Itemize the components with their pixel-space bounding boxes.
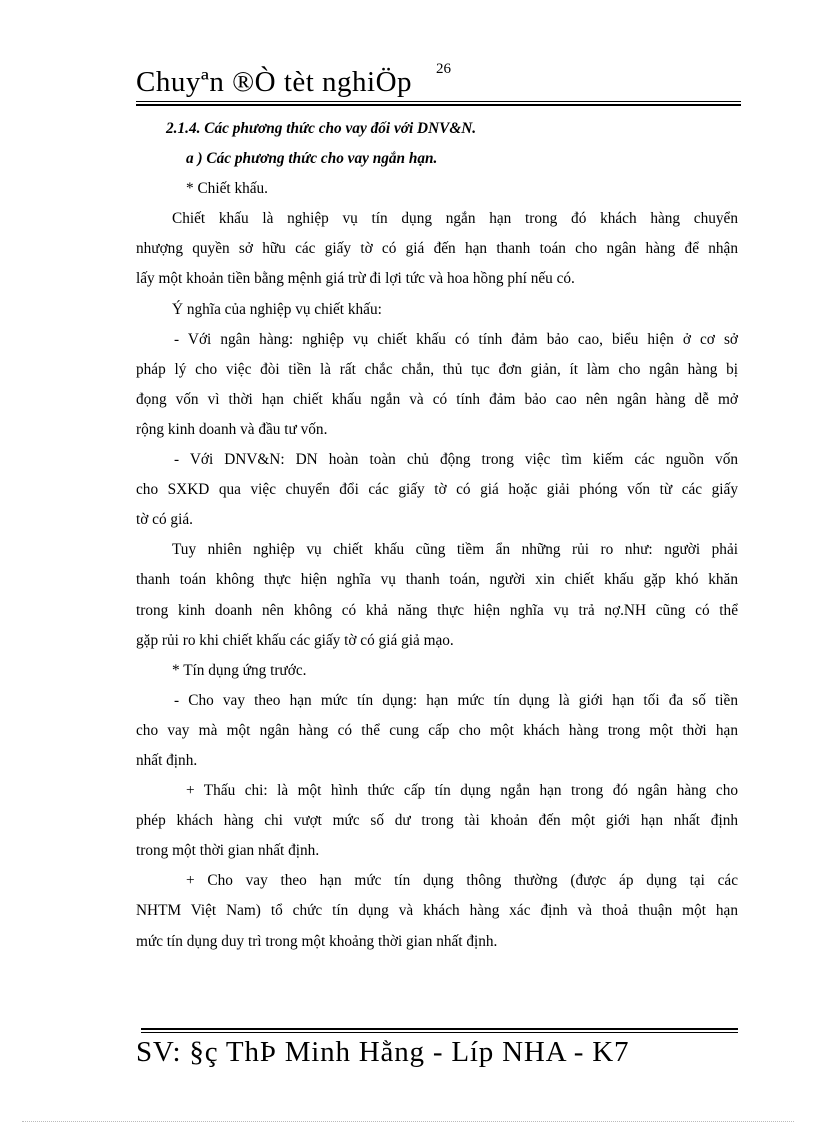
header-rule-bottom [136,104,741,106]
paragraph-line: lấy một khoản tiền bằng mệnh giá trừ đi lợi tức và hoa hồng phí nếu có. [136,270,575,288]
header-title: Chuyªn ®Ò tèt nghiÖp [136,66,413,98]
paragraph-line: đọng vốn vì thời hạn chiết khấu ngắn và có tính đảm bảo cao nên ngân hàng dễ mở [136,390,738,408]
paragraph-line: trong kinh doanh nên không có khả năng thực hiện nghĩa vụ trả nợ.NH cũng có thể [136,601,738,619]
paragraph-line: gặp rủi ro khi chiết khấu các giấy tờ có giá giả mạo. [136,631,454,649]
paragraph-line: NHTM Việt Nam) tổ chức tín dụng và khách hàng xác định và thoả thuận một hạn [136,902,738,920]
paragraph-line: mức tín dụng duy trì trong một khoảng thời gian nhất định. [136,932,498,950]
paragraph-line: + Thấu chi: là một hình thức cấp tín dụng ngắn hạn trong đó ngân hàng cho [186,782,738,800]
paragraph-line: Ý nghĩa của nghiệp vụ chiết khấu: [172,300,382,318]
page-number: 26 [436,61,451,77]
paragraph-line: pháp lý cho việc đòi tiền là rất chắc chắn, thủ tục đơn giản, ít làm cho ngân hàng bị [136,360,738,378]
footer-rule-bottom [141,1032,738,1033]
paragraph-line: rộng kinh doanh và đầu tư vốn. [136,420,328,438]
paragraph-line: cho SXKD qua việc chuyển đổi các giấy tờ có giá hoặc giải phóng vốn từ các giấy [136,481,738,499]
page-edge-divider [22,1121,794,1122]
paragraph-line: - Cho vay theo hạn mức tín dụng: hạn mức tín dụng là giới hạn tối đa số tiền [174,691,738,709]
subsection-heading: a ) Các phương thức cho vay ngắn hạn. [186,150,438,168]
footer-rule-top [141,1028,738,1030]
header-rule-top [136,101,741,102]
paragraph-line: cho vay mà một ngân hàng có thể cung cấp cho một khách hàng trong một thời hạn [136,721,738,739]
paragraph-line: + Cho vay theo hạn mức tín dụng thông thường (được áp dụng tại các [186,872,738,890]
paragraph-line: - Với DNV&N: DN hoàn toàn chủ động trong việc tìm kiếm các nguồn vốn [174,451,738,469]
paragraph-line: tờ có giá. [136,511,193,529]
paragraph-line: phép khách hàng chi vượt mức số dư trong tài khoản đến một giới hạn nhất định [136,812,738,830]
paragraph-line: Chiết khấu là nghiệp vụ tín dụng ngắn hạn trong đó khách hàng chuyển [172,210,738,228]
paragraph-line: thanh toán không thực hiện nghĩa vụ thanh toán, người xin chiết khấu gặp khó khăn [136,571,738,589]
paragraph-line: nhất định. [136,751,198,769]
footer-text: SV: §ç ThÞ Minh Hằng - Líp NHA - K7 [136,1036,630,1068]
paragraph-line: nhượng quyền sở hữu các giấy tờ có giá đến hạn thanh toán cho ngân hàng để nhận [136,240,738,258]
bullet-heading: * Chiết khấu. [186,180,268,198]
paragraph-line: Tuy nhiên nghiệp vụ chiết khấu cũng tiềm ẩn những rủi ro như: người phải [172,541,738,559]
paragraph-line: trong một thời gian nhất định. [136,842,320,860]
bullet-heading: * Tín dụng ứng trước. [172,661,307,679]
paragraph-line: - Với ngân hàng: nghiệp vụ chiết khấu có tính đảm bảo cao, biểu hiện ở cơ sở [174,330,738,348]
document-body [136,114,738,957]
section-heading: 2.1.4. Các phương thức cho vay đối với DNV&N. [166,120,477,137]
